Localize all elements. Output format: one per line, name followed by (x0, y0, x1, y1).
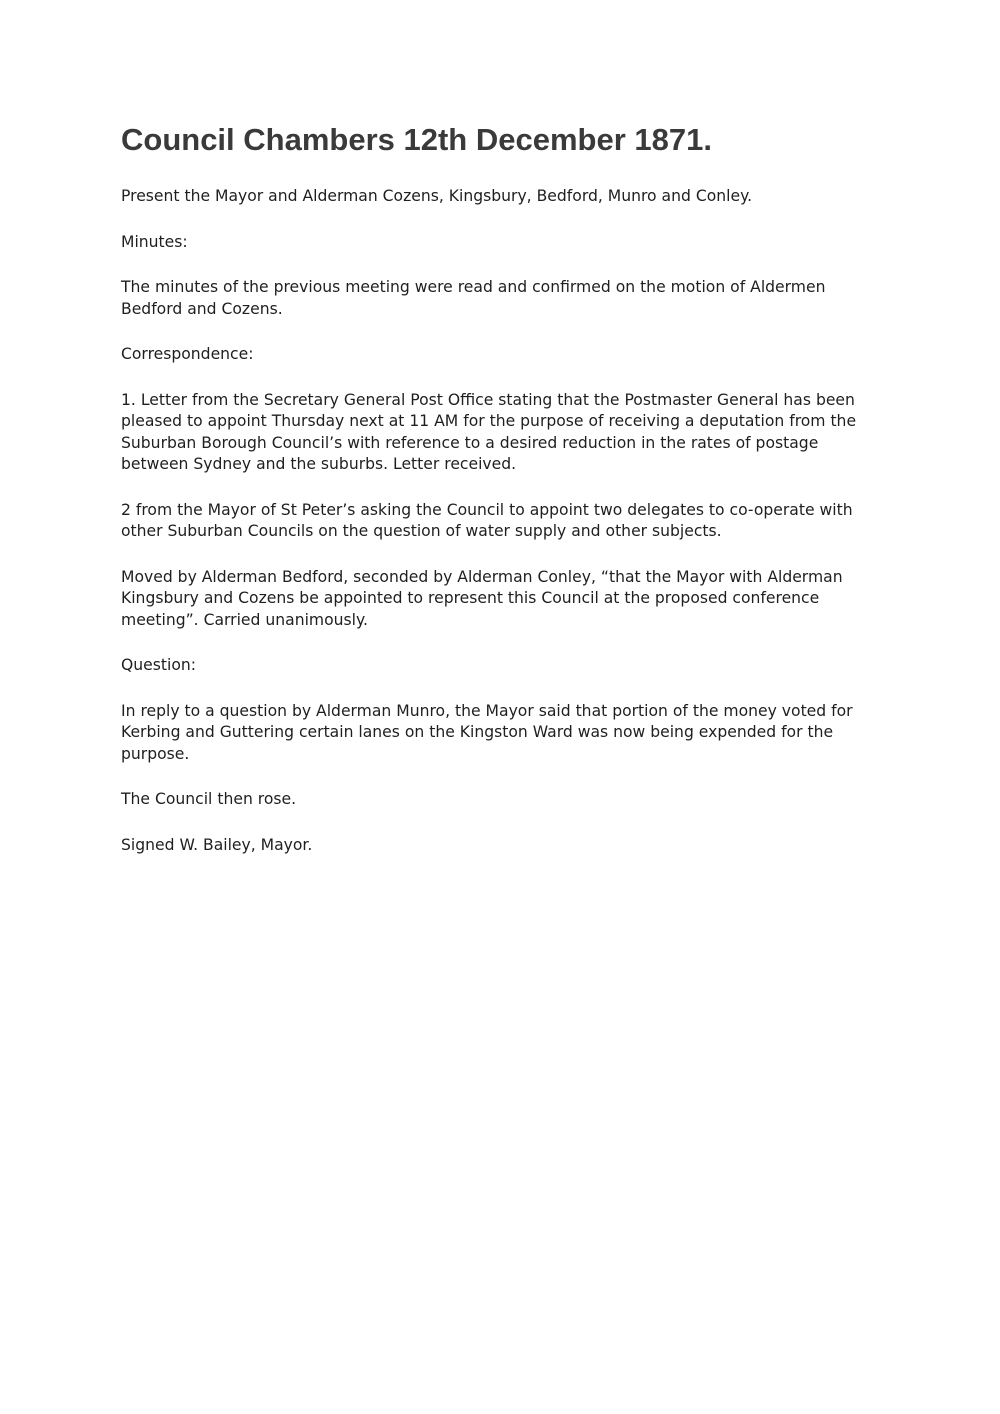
correspondence-heading: Correspondence: (121, 345, 254, 363)
correspondence-item-1: 1. Letter from the Secretary General Post Office stating that the Postmaster General has been pleased to appoint Thursday next at 11 AM for the purpose of receiving a deputation from the Suburban Borough Council’s with reference to a desired reduction in the rates of postage between Sydney and the suburbs. Letter received. (121, 390, 857, 473)
document-title: Council Chambers 12th December 1871. (121, 122, 712, 157)
signature-line: Signed W. Bailey, Mayor. (121, 835, 313, 854)
minutes-heading: Minutes: (121, 232, 188, 251)
question-paragraph: In reply to a question by Alderman Munro, the Mayor said that portion of the money voted for Kerbing and Guttering certain lanes on the Kingston Ward was now being expended for the purpose. (121, 701, 853, 763)
closing-paragraph: The Council then rose. (121, 790, 297, 808)
document-page (121, 118, 861, 880)
motion-paragraph: Moved by Alderman Bedford, seconded by Alderman Conley, “that the Mayor with Alderman Kingsbury and Cozens be appointed to represent this Council at the proposed conference meeting”. Carried unanimously. (121, 567, 843, 629)
question-heading: Question: (121, 656, 196, 674)
minutes-paragraph: The minutes of the previous meeting were read and confirmed on the motion of Aldermen Bedford and Cozens. (121, 278, 826, 318)
attendance-paragraph: Present the Mayor and Alderman Cozens, Kingsbury, Bedford, Munro and Conley. (121, 187, 753, 205)
correspondence-item-2: 2 from the Mayor of St Peter’s asking the Council to appoint two delegates to co-operate with other Suburban Councils on the question of water supply and other subjects. (121, 500, 853, 540)
